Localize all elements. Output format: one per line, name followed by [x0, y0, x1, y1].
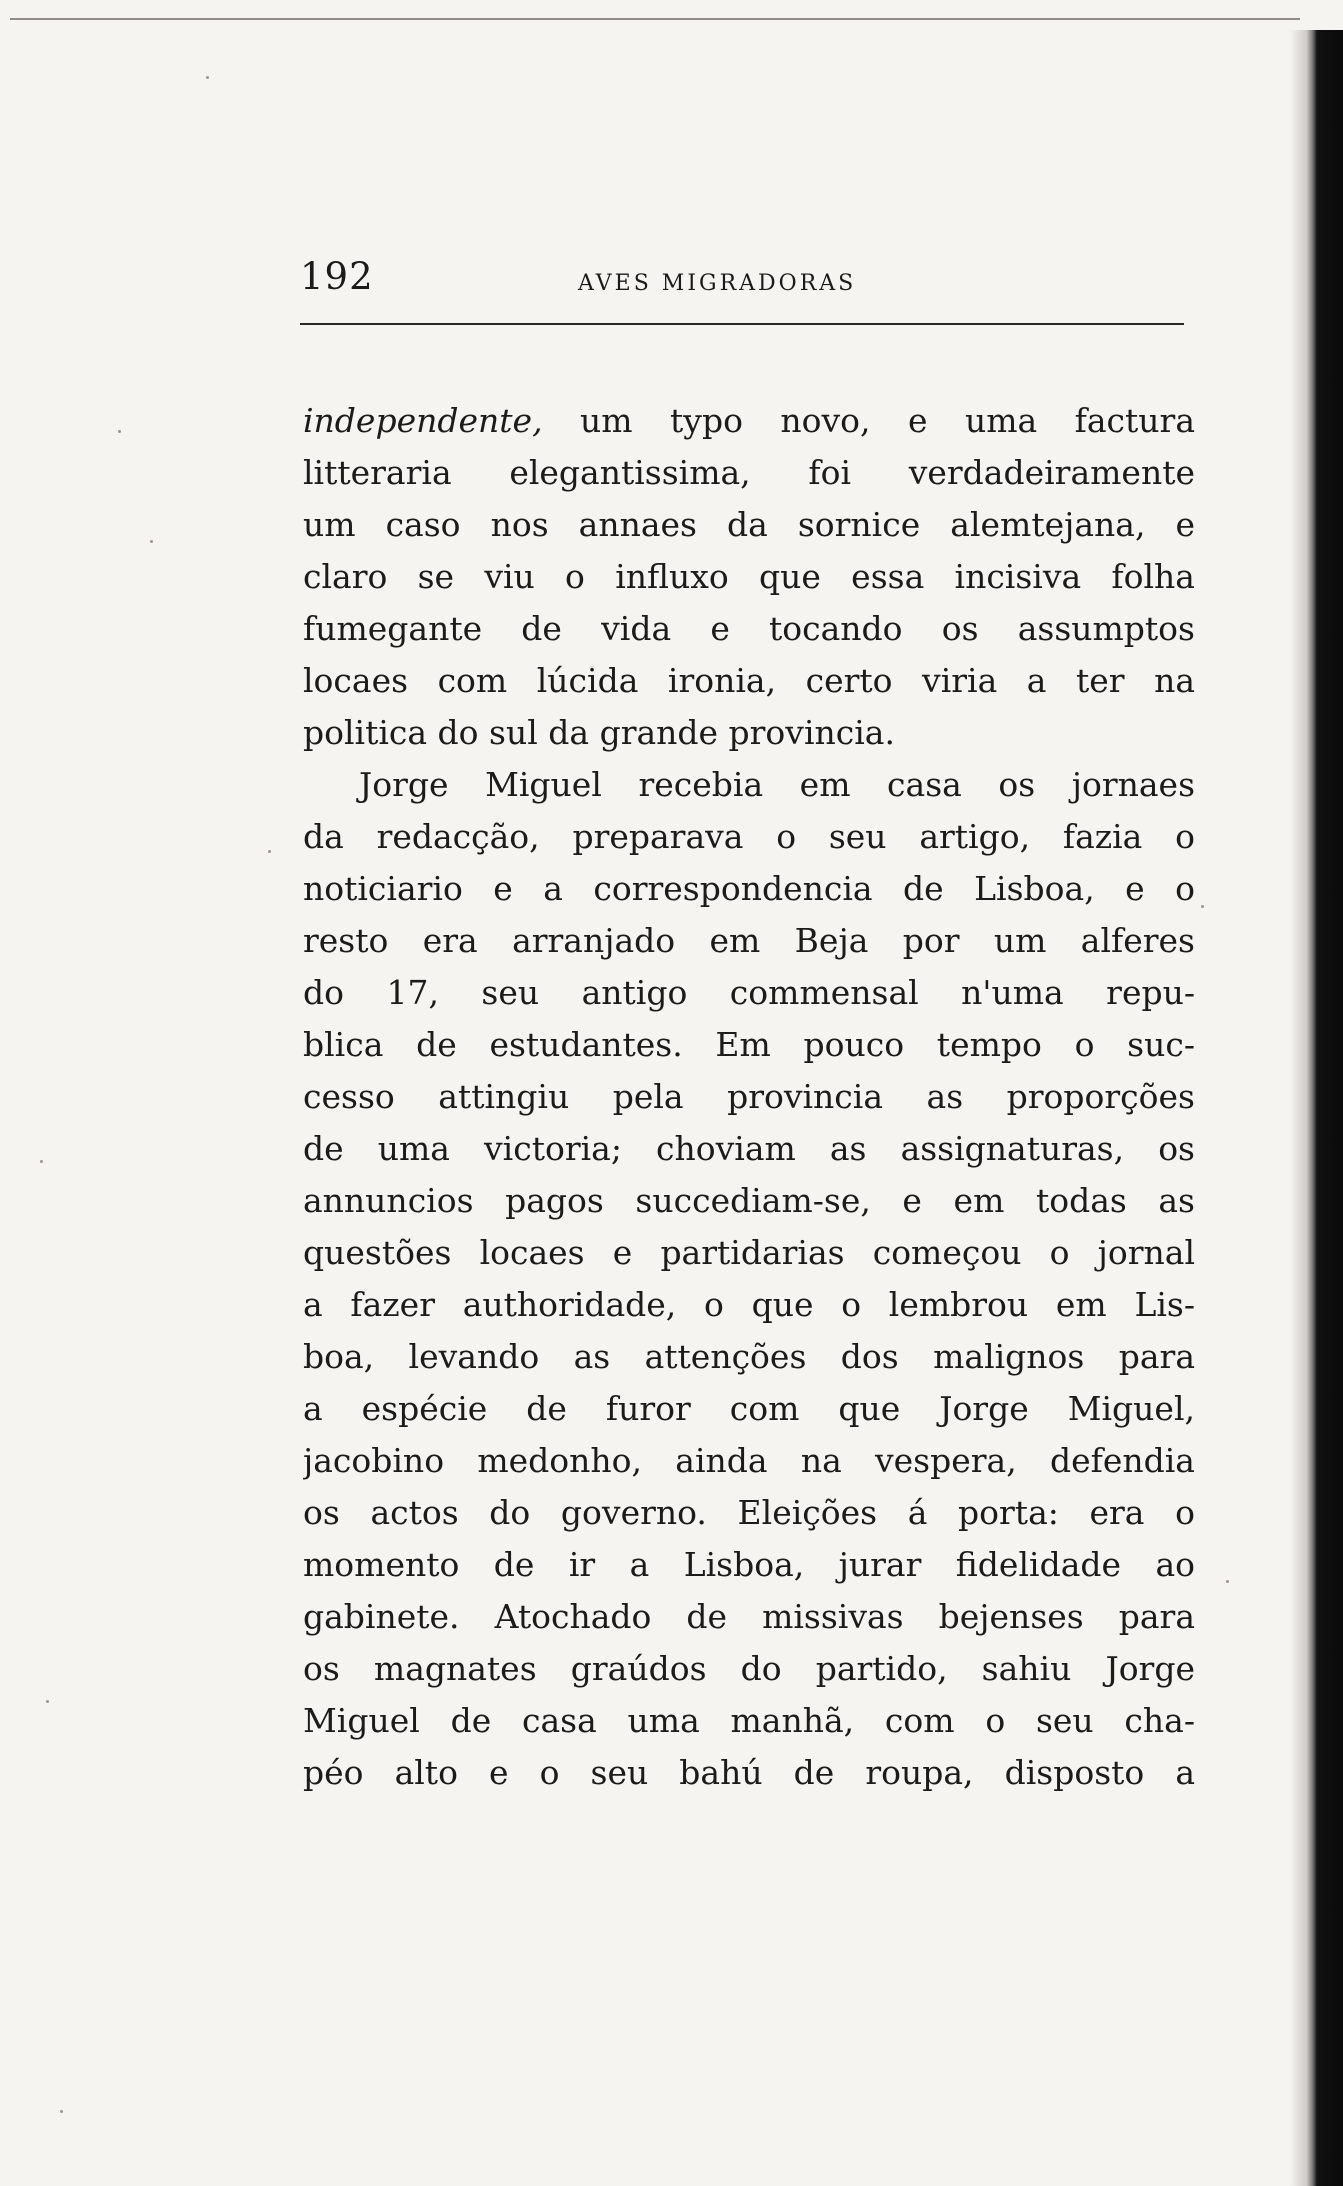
text-line-1 — [303, 395, 1195, 447]
scan-speck — [40, 1160, 43, 1163]
body-text — [303, 395, 1195, 1799]
text-line: cesso attingiu pela provincia as proporções — [303, 1077, 1195, 1116]
text-line: Miguel de casa uma manhã, com o seu cha- — [303, 1701, 1195, 1740]
scan-speck — [60, 2110, 63, 2113]
text-line: péo alto e o seu bahú de roupa, disposto a — [303, 1753, 1195, 1792]
page-number: 192 — [300, 255, 374, 298]
text-line: blica de estudantes. Em pouco tempo o suc- — [303, 1025, 1195, 1064]
text-line: fumegante de vida e tocando os assumptos — [303, 609, 1195, 648]
text-line: gabinete. Atochado de missivas bejenses para — [303, 1597, 1195, 1636]
text-line: a espécie de furor com que Jorge Miguel, — [303, 1389, 1195, 1428]
scan-speck — [118, 430, 121, 433]
text-line: momento de ir a Lisboa, jurar fidelidade ao — [303, 1545, 1195, 1584]
text-line: da redacção, preparava o seu artigo, fazia o — [303, 817, 1195, 856]
text-line: claro se viu o influxo que essa incisiva folha — [303, 557, 1195, 596]
text-line: a fazer authoridade, o que o lembrou em Lis- — [303, 1285, 1195, 1324]
text-line: annuncios pagos succediam-se, e em todas as — [303, 1181, 1195, 1220]
text-line: do 17, seu antigo commensal n'uma repu- — [303, 973, 1195, 1012]
scan-speck — [1226, 1580, 1229, 1583]
scan-speck — [206, 76, 209, 79]
text-line: locaes com lúcida ironia, certo viria a ter na — [303, 661, 1195, 700]
text-line: os actos do governo. Eleições á porta: era o — [303, 1493, 1195, 1532]
running-head: AVES MIGRADORAS — [578, 271, 857, 296]
scan-top-edge — [10, 18, 1300, 20]
text-line-paragraph-end: politica do sul da grande provincia. — [303, 713, 895, 752]
text-line: boa, levando as attenções dos malignos para — [303, 1337, 1195, 1376]
text-line: litteraria elegantissima, foi verdadeiramente — [303, 453, 1195, 492]
text-line: questões locaes e partidarias começou o jornal — [303, 1233, 1195, 1272]
page-header — [300, 255, 1198, 325]
scan-speck — [268, 850, 271, 853]
text-line: os magnates graúdos do partido, sahiu Jorge — [303, 1649, 1195, 1688]
text-line: resto era arranjado em Beja por um alferes — [303, 921, 1195, 960]
text-line-paragraph-start: Jorge Miguel recebia em casa os jornaes — [359, 765, 1195, 804]
scan-speck — [150, 540, 153, 543]
scan-speck — [1201, 905, 1204, 908]
text-line: jacobino medonho, ainda na vespera, defendia — [303, 1441, 1195, 1480]
text-line: noticiario e a correspondencia de Lisboa, e o — [303, 869, 1195, 908]
text-line: um caso nos annaes da sornice alemtejana, e — [303, 505, 1195, 544]
header-rule — [300, 323, 1184, 325]
first-line-rest: um typo novo, e uma factura — [542, 401, 1195, 440]
scan-speck — [46, 1700, 49, 1703]
book-binding-edge — [1306, 30, 1343, 2186]
text-line: de uma victoria; choviam as assignaturas, os — [303, 1129, 1195, 1168]
italic-word: independente, — [303, 401, 543, 440]
